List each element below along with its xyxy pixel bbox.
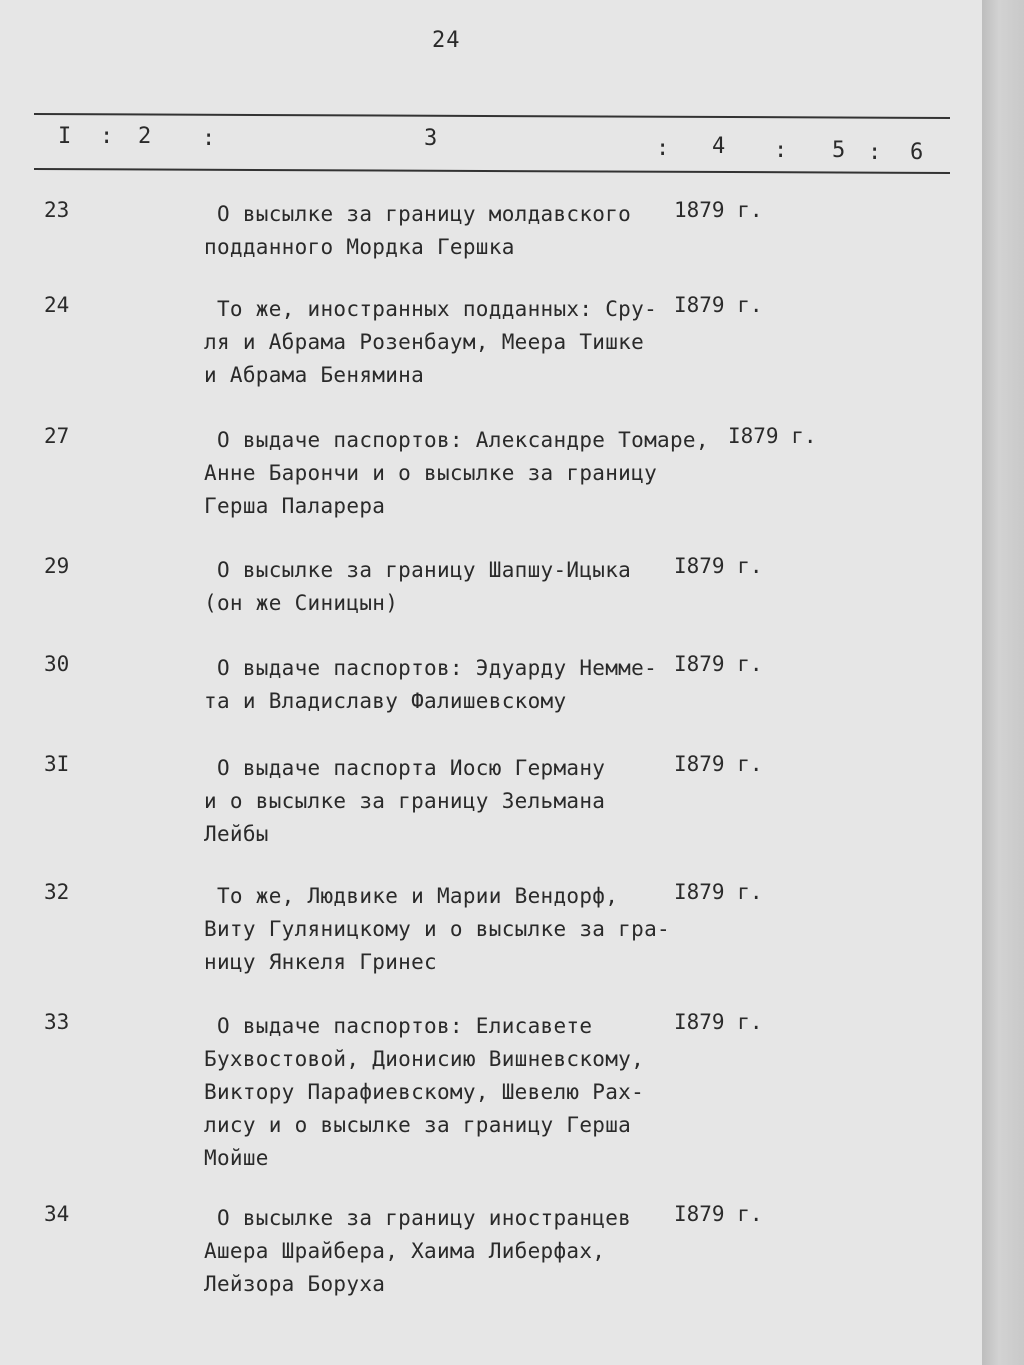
entry-description: О выдаче паспортов: Елисавете Бухвостовой, Дионисию Вишневскому, Виктору Парафиевскому, Шевелю Рах- лису и о высылке за границу Герша Мойше: [204, 1014, 645, 1170]
entry-description: То же, Людвике и Марии Вендорф, Виту Гуляницкому и о высылке за гра- ницу Янкеля Гринес: [204, 884, 670, 974]
entry-number: 33: [44, 1010, 70, 1034]
column-separator-2: :: [202, 126, 216, 151]
entry-year: I879 г.: [674, 880, 763, 904]
entry-number: 27: [44, 424, 70, 448]
column-separator-1: :: [100, 124, 114, 149]
column-separator-5: :: [868, 140, 882, 165]
page-edge: [982, 0, 1024, 1365]
column-separator-4: :: [774, 138, 788, 163]
entry-description: О выдаче паспорта Иосю Герману и о высылке за границу Зельмана Лейбы: [204, 756, 606, 846]
header-top-rule: [34, 113, 950, 119]
entry-number: 30: [44, 652, 70, 676]
entry-year: I879 г.: [674, 1202, 763, 1226]
column-header-6: 6: [910, 140, 924, 165]
entry-year: I879 г.: [674, 752, 763, 776]
entry-description: О высылке за границу иностранцев Ашера Шрайбера, Хаима Либерфах, Лейзора Боруха: [204, 1206, 632, 1296]
entry-number: 34: [44, 1202, 70, 1226]
column-header-5: 5: [832, 138, 846, 163]
entry-year: I879 г.: [674, 293, 763, 317]
entry-number: 23: [44, 198, 70, 222]
entry-description: О высылке за границу Шапшу-Ицыка (он же Синицын): [204, 558, 632, 615]
column-header-3: 3: [424, 126, 438, 151]
entry-number: 29: [44, 554, 70, 578]
entry-year: I879 г.: [674, 554, 763, 578]
column-header-4: 4: [712, 134, 726, 159]
entry-description: О выдаче паспортов: Эдуарду Немме- та и Владиславу Фалишевскому: [204, 656, 658, 713]
entry-description: О высылке за границу молдавского подданного Мордка Гершка: [204, 202, 632, 259]
entry-number: 24: [44, 293, 70, 317]
column-separator-3: :: [656, 136, 670, 161]
entry-year: I879 г.: [728, 424, 817, 448]
entry-year: I879 г.: [674, 1010, 763, 1034]
column-header-2: 2: [138, 124, 152, 149]
entry-description: О выдаче паспортов: Александре Томаре, Анне Барончи и о высылке за границу Герша Паларера: [204, 428, 709, 518]
entry-description: То же, иностранных подданных: Сру- ля и Абрама Розенбаум, Меера Тишке и Абрама Бенямина: [204, 297, 658, 387]
entry-year: 1879 г.: [674, 198, 763, 222]
entry-number: 32: [44, 880, 70, 904]
page-number: 24: [432, 28, 461, 53]
entry-year: I879 г.: [674, 652, 763, 676]
column-header-1: I: [58, 124, 72, 149]
entry-number: 3I: [44, 752, 70, 776]
header-bottom-rule: [34, 168, 950, 174]
